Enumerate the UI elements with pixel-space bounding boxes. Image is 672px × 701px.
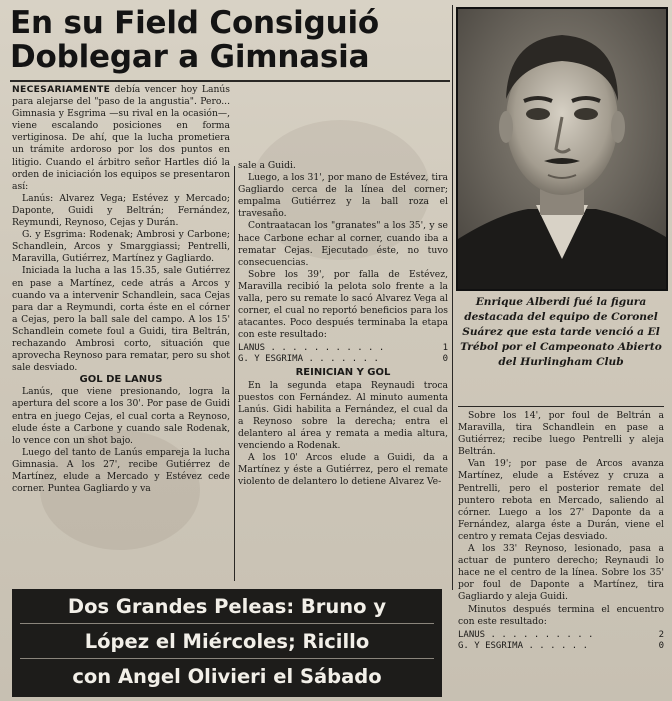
result-row <box>238 354 448 365</box>
final-result <box>458 630 664 652</box>
subheading-gol-de-lanus: GOL DE LANUS <box>79 374 163 386</box>
result-team: LANUS . . . . . . . . . . <box>458 629 594 640</box>
paragraph: Sobre los 14', por foul de Beltrán a Maravilla, tira Schandlein en pase a Gutiérrez; recibe luego Pentrelli y aleja Beltrán. <box>458 410 664 458</box>
result-row <box>458 641 664 652</box>
result-team: G. Y ESGRIMA . . . . . . <box>458 640 589 651</box>
lead-paragraph <box>12 84 230 193</box>
paragraph: A los 10' Arcos elude a Guidi, da a Martínez y éste a Gutiérrez, pero el remate violento de delantero lo detiene Alvarez Ve- <box>238 452 448 488</box>
lineup-gimnasia: G. y Esgrima: Rodenak; Ambrosi y Carbone; Schandlein, Arcos y Smarggiassi; Pentrelli, Maravilla, Gutiérrez, Martínez y Gagliardo. <box>12 229 230 265</box>
portrait-photo <box>456 7 668 291</box>
paragraph: Iniciada la lucha a las 15.35, sale Gutiérrez en pase a Martínez, cede atrás a Arcos y cuando va a intervenir Schandlein, saca Cejas para dar a Reymundi, corta éste en el córner a Cejas, pero la ball sale del campo. A los 15' Schandlein comete foul a Guidi, tira Beltrán, rechazando Ambrosi corto, situación que aprovecha Reynoso para rematar, pero su shot sale desviado. <box>12 265 230 374</box>
article-column-1 <box>12 84 230 495</box>
paragraph: Contraatacan los "granates" a los 35', y se hace Carbone echar al corner, cuando iba a rematar Cejas. Ejecutado éste, no tuvo consecuencias. <box>238 220 448 268</box>
subheading-reinician-y-gol: REINICIAN Y GOL <box>295 367 391 379</box>
banner-line-2: López el Miércoles; Ricillo <box>84 630 370 653</box>
article-headline <box>10 6 450 74</box>
paragraph: Minutos después termina el encuentro con este resultado: <box>458 603 664 627</box>
paragraph: sale a Guidi. <box>238 160 296 171</box>
article-column-2 <box>238 160 448 488</box>
result-row <box>238 343 448 354</box>
column-divider <box>452 5 453 590</box>
boxing-headline-banner <box>12 589 442 697</box>
result-score: 0 <box>658 640 664 651</box>
lead-text: debía vencer hoy Lanús para alejarse del "paso de la angustia". Pero... Gimnasia y Esgrima —su rival en la ocasión—, viene escalando posiciones en forma vertiginosa. De ahí, que la lucha prometiera un trámite ardoroso por los dos puntos en litigio. Cuando el árbitro señor Hartles dió la orden de iniciación los equipos se presentaron así: <box>12 84 230 192</box>
headline-rule <box>10 80 450 82</box>
paragraph: En la segunda etapa Reynaudi troca puestos con Fernández. Al minuto aumenta Lanús. Gidi habilita a Fernández, el cual da a Reynoso sobre la derecha; entra el delantero al área y remata a media altura, venciendo a Rodenak. <box>238 379 448 451</box>
paragraph: A los 33' Reynoso, lesionado, pasa a actuar de puntero derecho; Reynaudi lo hace ne el centro de la línea. Sobre los 35' por foul de Daponte a Martínez, tira Gagliardo y aleja Guidi. <box>458 543 664 603</box>
banner-line-3: con Angel Olivieri el Sábado <box>72 665 382 688</box>
paragraph: Van 19'; por pase de Arcos avanza Martínez, elude a Estévez y cruza a Pentrelli, pero el posterior remate del puntero rebota en Mercado, saliendo al córner. Luego a los 27' Daponte da a Fernández, alarga éste a Durán, viene el centro y remata Cejas desviado. <box>458 458 664 542</box>
banner-divider <box>20 658 434 659</box>
lineup-lanus: Lanús: Alvarez Vega; Estévez y Mercado; Daponte, Guidi y Beltrán; Fernández, Reymundi, Reynoso, Cejas y Durán. <box>12 192 230 229</box>
paragraph: Sobre los 39', por falla de Estévez, Maravilla recibió la pelota solo frente a la valla, pero su remate lo sacó Alvarez Vega al corner, el cual no reportó beneficios para los atacantes. Poco después terminaba la etapa con este resultado: <box>238 268 448 341</box>
result-score: 1 <box>442 343 448 354</box>
article-column-3 <box>458 410 664 654</box>
photo-caption: Enrique Alberdi fué la figura destacada del equipo de Coronel Suárez que esta tarde venció a El Trébol por el Campeonato Abierto del Hurlingham Club <box>460 296 662 368</box>
banner-line-1: Dos Grandes Peleas: Bruno y <box>67 595 387 618</box>
result-score: 2 <box>658 629 664 640</box>
paragraph: Luego del tanto de Lanús empareja la lucha Gimnasia. A los 27', recibe Gutiérrez de Martínez, elude a Mercado y Estévez cede corner. Puntea Gagliardo y va <box>12 446 230 495</box>
result-team: LANUS . . . . . . . . . . . <box>238 343 385 354</box>
headline-line-1: En su Field Consiguió <box>10 5 379 41</box>
column-divider <box>234 166 235 581</box>
halftime-result <box>238 343 448 365</box>
banner-divider <box>20 623 434 624</box>
paragraph: Lanús, que viene presionando, logra la apertura del score a los 30'. Por pase de Guidi entra en juego Cejas, el cual corta a Reynoso, elude éste a Carbone y cuando sale Rodenak, lo vence con un shot bajo. <box>12 386 230 446</box>
caption-rule <box>458 406 664 407</box>
portrait-illustration <box>458 9 666 289</box>
result-team: G. Y ESGRIMA . . . . . . . <box>238 354 379 365</box>
result-row <box>458 630 664 641</box>
paragraph: Luego, a los 31', por mano de Estévez, tira Gagliardo cerca de la línea del corner; empalma Gutiérrez y la ball roza el travesaño. <box>238 172 448 220</box>
lead-word: NECESARIAMENTE <box>12 84 111 95</box>
headline-line-2: Doblegar a Gimnasia <box>10 39 370 75</box>
result-score: 0 <box>442 354 448 365</box>
